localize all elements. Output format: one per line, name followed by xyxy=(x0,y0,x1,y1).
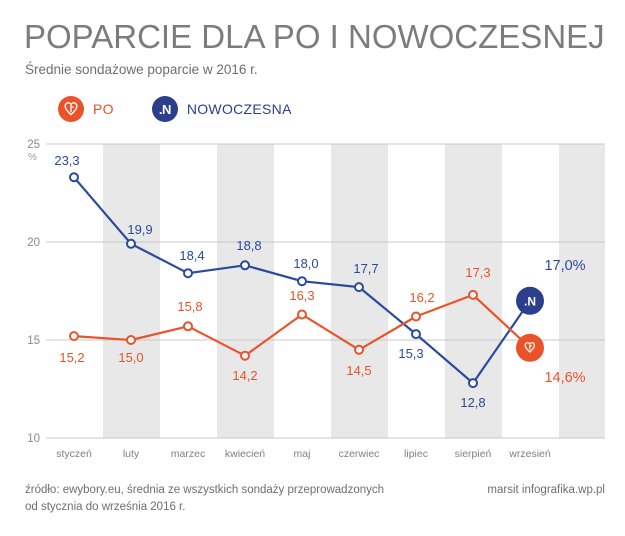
x-axis xyxy=(56,448,551,460)
label-nowo-6: 15,3 xyxy=(398,346,424,361)
y-tick-15: 15 xyxy=(27,335,40,347)
label-po-final: 14,6% xyxy=(544,370,586,386)
x-tick-kwiecien: kwiecień xyxy=(224,448,266,460)
label-nowo-final: 17,0% xyxy=(544,258,586,274)
x-tick-maj: maj xyxy=(293,448,311,460)
legend-label-nowoczesna: NOWOCZESNA xyxy=(186,101,292,117)
label-po-6: 16,2 xyxy=(409,290,435,305)
x-tick-sierpien: sierpień xyxy=(454,448,492,460)
y-axis xyxy=(27,139,40,445)
label-nowo-2: 18,4 xyxy=(179,248,205,263)
footer-credit: marsit infografika.wp.pl xyxy=(487,484,605,496)
x-tick-wrzesien: wrzesień xyxy=(509,448,551,460)
label-nowo-0: 23,3 xyxy=(54,153,80,168)
y-tick-10: 10 xyxy=(27,433,40,445)
endpoint-badge-po xyxy=(516,334,544,362)
x-tick-lipiec: lipiec xyxy=(404,448,428,460)
label-nowo-4: 18,0 xyxy=(293,256,319,271)
label-po-0: 15,2 xyxy=(59,350,85,365)
x-tick-czerwiec: czerwiec xyxy=(338,448,380,460)
endpoint-badge-nowoczesna xyxy=(516,287,544,315)
label-po-3: 14,2 xyxy=(232,368,258,383)
line-chart-svg xyxy=(0,130,625,460)
chart-legend xyxy=(58,96,292,122)
x-tick-styczen: styczeń xyxy=(56,448,92,460)
y-tick-20: 20 xyxy=(27,237,40,249)
y-tick-25: 25 xyxy=(27,139,40,151)
nowoczesna-logo-letter: .N xyxy=(158,101,171,117)
label-po-5: 14,5 xyxy=(346,363,372,378)
legend-label-po: PO xyxy=(93,101,114,117)
footer-source-line1: źródło: ewybory.eu, średnia ze wszystkich sondaży przeprowadzonych xyxy=(25,484,385,496)
legend-item-po[interactable] xyxy=(58,96,114,122)
po-logo-icon xyxy=(58,96,84,122)
page-title: POPARCIE DLA PO I NOWOCZESNEJ xyxy=(24,18,605,55)
y-axis-unit: % xyxy=(28,152,37,163)
x-tick-marzec: marzec xyxy=(170,448,206,460)
label-po-1: 15,0 xyxy=(118,350,144,365)
page-subtitle: Średnie sondażowe poparcie w 2016 r. xyxy=(25,62,258,77)
svg-text:.N: .N xyxy=(524,294,536,309)
chart-area xyxy=(0,130,625,460)
footer-source-line2: od stycznia do września 2016 r. xyxy=(25,500,186,513)
label-po-2: 15,8 xyxy=(177,299,203,314)
label-po-7: 17,3 xyxy=(465,265,491,280)
x-tick-luty: luty xyxy=(122,448,140,460)
legend-item-nowoczesna[interactable] xyxy=(152,96,292,122)
label-nowo-7: 12,8 xyxy=(460,395,486,410)
footer-source xyxy=(25,482,425,515)
label-nowo-1: 19,9 xyxy=(127,222,153,237)
nowoczesna-logo-icon xyxy=(152,96,178,122)
label-nowo-3: 18,8 xyxy=(236,238,262,253)
label-po-4: 16,3 xyxy=(289,288,315,303)
label-nowo-5: 17,7 xyxy=(353,261,379,276)
